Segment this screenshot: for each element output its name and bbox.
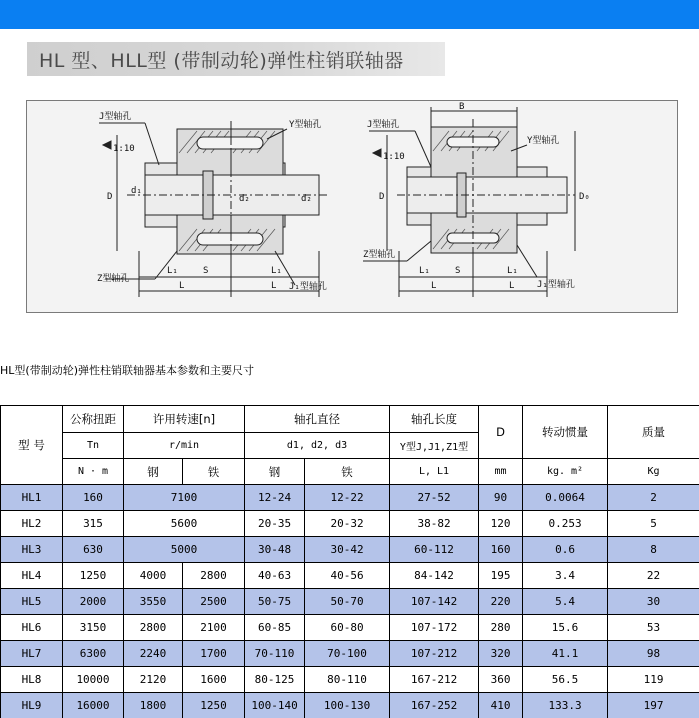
cell-length: 60-112 [390, 537, 479, 563]
cell-speed-steel: 1800 [124, 693, 183, 718]
table-row [1, 641, 699, 667]
cell-mass: 5 [608, 511, 699, 537]
left-d-label: D [107, 192, 113, 202]
cell-d: 280 [479, 615, 523, 641]
cell-length: 84-142 [390, 563, 479, 589]
cell-model: HL6 [1, 615, 63, 641]
cell-mass: 53 [608, 615, 699, 641]
table-row [1, 485, 699, 511]
left-j1-hole-label: J₁型轴孔 [289, 282, 327, 292]
cell-mass: 197 [608, 693, 699, 718]
cell-model: HL8 [1, 667, 63, 693]
cell-model: HL7 [1, 641, 63, 667]
right-b-label: B [459, 102, 465, 112]
cell-mass: 98 [608, 641, 699, 667]
cell-speed-iron: 2500 [183, 589, 245, 615]
cell-torque: 6300 [63, 641, 124, 667]
cell-mass: 30 [608, 589, 699, 615]
header-inertia: 转动惯量 [523, 406, 608, 459]
cell-inertia: 41.1 [523, 641, 608, 667]
cell-length: 107-142 [390, 589, 479, 615]
cell-mass: 8 [608, 537, 699, 563]
header-speed-steel: 钢 [124, 459, 183, 485]
cell-inertia: 0.253 [523, 511, 608, 537]
header-speed-iron: 铁 [183, 459, 245, 485]
cell-torque: 16000 [63, 693, 124, 718]
cell-bore-iron: 50-70 [305, 589, 390, 615]
cell-speed: 5000 [124, 537, 245, 563]
cell-bore-iron: 80-110 [305, 667, 390, 693]
drawing-svg [27, 101, 679, 314]
cell-torque: 1250 [63, 563, 124, 589]
right-l-b-label: L [509, 281, 515, 291]
right-d-label: D [379, 192, 385, 202]
table-row [1, 667, 699, 693]
right-j1-hole-label: J₁型轴孔 [537, 280, 575, 290]
left-y-hole-label: Y型轴孔 [289, 120, 322, 130]
cell-length: 107-212 [390, 641, 479, 667]
left-d1-label: d₁ [131, 186, 142, 196]
cell-d: 320 [479, 641, 523, 667]
cell-bore-steel: 30-48 [245, 537, 305, 563]
cell-d: 360 [479, 667, 523, 693]
header-mass-unit: Kg [608, 459, 699, 485]
cell-bore-iron: 100-130 [305, 693, 390, 718]
left-l1-b-label: L₁ [271, 266, 282, 276]
header-length-types: Y型J,J1,Z1型 [390, 433, 479, 459]
cell-bore-steel: 80-125 [245, 667, 305, 693]
cell-bore-iron: 12-22 [305, 485, 390, 511]
cell-inertia: 3.4 [523, 563, 608, 589]
left-z-hole-label: Z型轴孔 [97, 274, 130, 284]
cell-length: 167-252 [390, 693, 479, 718]
cell-speed-steel: 3550 [124, 589, 183, 615]
cell-inertia: 56.5 [523, 667, 608, 693]
cell-bore-iron: 60-80 [305, 615, 390, 641]
header-bore: 轴孔直径 [245, 406, 390, 433]
title-banner [27, 42, 445, 76]
cell-bore-steel: 40-63 [245, 563, 305, 589]
cell-speed-steel: 2120 [124, 667, 183, 693]
cell-mass: 2 [608, 485, 699, 511]
cell-d: 195 [479, 563, 523, 589]
cell-length: 27-52 [390, 485, 479, 511]
right-l1-a-label: L₁ [419, 266, 430, 276]
header-speed: 许用转速[n] [124, 406, 245, 433]
right-l1-b-label: L₁ [507, 266, 518, 276]
page-title: HL 型、HLL型 (带制动轮)弹性柱销联轴器 [39, 49, 404, 72]
right-taper-label: 1:10 [383, 152, 405, 162]
cell-bore-iron: 30-42 [305, 537, 390, 563]
cell-model: HL1 [1, 485, 63, 511]
cell-speed: 7100 [124, 485, 245, 511]
spec-table [0, 405, 699, 718]
table-row [1, 693, 699, 718]
cell-speed-iron: 2800 [183, 563, 245, 589]
cell-torque: 2000 [63, 589, 124, 615]
left-j-hole-label: J型轴孔 [99, 112, 132, 122]
header-model: 型 号 [1, 406, 63, 485]
header-length-symbols: L, L1 [390, 459, 479, 485]
cell-inertia: 0.0064 [523, 485, 608, 511]
left-s-label: S [203, 266, 209, 276]
cell-speed-steel: 2240 [124, 641, 183, 667]
top-color-bar [0, 0, 699, 29]
cell-torque: 315 [63, 511, 124, 537]
right-l-a-label: L [431, 281, 437, 291]
header-bore-steel: 钢 [245, 459, 305, 485]
cell-length: 107-172 [390, 615, 479, 641]
header-d-unit: mm [479, 459, 523, 485]
cell-model: HL3 [1, 537, 63, 563]
cell-speed-iron: 2100 [183, 615, 245, 641]
right-z-hole-label: Z型轴孔 [363, 250, 396, 260]
cell-inertia: 0.6 [523, 537, 608, 563]
header-torque-unit: N · m [63, 459, 124, 485]
cell-bore-steel: 50-75 [245, 589, 305, 615]
cell-mass: 119 [608, 667, 699, 693]
cell-length: 38-82 [390, 511, 479, 537]
header-bore-iron: 铁 [305, 459, 390, 485]
right-j-hole-label: J型轴孔 [367, 120, 400, 130]
cell-bore-steel: 60-85 [245, 615, 305, 641]
table-row [1, 511, 699, 537]
cell-length: 167-212 [390, 667, 479, 693]
left-taper-label: 1:10 [113, 144, 135, 154]
cell-bore-steel: 20-35 [245, 511, 305, 537]
cell-bore-iron: 70-100 [305, 641, 390, 667]
cell-d: 220 [479, 589, 523, 615]
header-bore-symbols: d1, d2, d3 [245, 433, 390, 459]
cell-speed-steel: 4000 [124, 563, 183, 589]
cell-speed: 5600 [124, 511, 245, 537]
cell-model: HL4 [1, 563, 63, 589]
coupling-drawing [26, 100, 678, 313]
left-l-b-label: L [271, 281, 277, 291]
cell-inertia: 15.6 [523, 615, 608, 641]
cell-model: HL9 [1, 693, 63, 718]
cell-d: 410 [479, 693, 523, 718]
cell-bore-iron: 40-56 [305, 563, 390, 589]
cell-speed-iron: 1600 [183, 667, 245, 693]
cell-d: 90 [479, 485, 523, 511]
table-caption: HL型(带制动轮)弹性柱销联轴器基本参数和主要尺寸 [0, 364, 254, 377]
cell-torque: 630 [63, 537, 124, 563]
header-speed-unit: r/min [124, 433, 245, 459]
table-row [1, 615, 699, 641]
cell-bore-iron: 20-32 [305, 511, 390, 537]
cell-speed-iron: 1250 [183, 693, 245, 718]
cell-model: HL5 [1, 589, 63, 615]
cell-inertia: 5.4 [523, 589, 608, 615]
header-torque-symbol: Tn [63, 433, 124, 459]
header-length: 轴孔长度 [390, 406, 479, 433]
right-y-hole-label: Y型轴孔 [527, 136, 560, 146]
cell-mass: 22 [608, 563, 699, 589]
cell-speed-iron: 1700 [183, 641, 245, 667]
table-row [1, 563, 699, 589]
cell-torque: 10000 [63, 667, 124, 693]
cell-model: HL2 [1, 511, 63, 537]
cell-inertia: 133.3 [523, 693, 608, 718]
left-l1-a-label: L₁ [167, 266, 178, 276]
table-row [1, 589, 699, 615]
header-d: D [479, 406, 523, 459]
table-row [1, 537, 699, 563]
left-dz-label: d₂ [301, 194, 312, 204]
right-s-label: S [455, 266, 461, 276]
cell-torque: 160 [63, 485, 124, 511]
cell-bore-steel: 70-110 [245, 641, 305, 667]
cell-speed-steel: 2800 [124, 615, 183, 641]
cell-bore-steel: 100-140 [245, 693, 305, 718]
header-inertia-unit: kg. m² [523, 459, 608, 485]
header-mass: 质量 [608, 406, 699, 459]
left-l-a-label: L [179, 281, 185, 291]
cell-torque: 3150 [63, 615, 124, 641]
left-d2-label: d₂ [239, 194, 250, 204]
cell-d: 120 [479, 511, 523, 537]
cell-d: 160 [479, 537, 523, 563]
header-torque: 公称扭距 [63, 406, 124, 433]
cell-bore-steel: 12-24 [245, 485, 305, 511]
right-d0-label: D₀ [579, 192, 590, 202]
